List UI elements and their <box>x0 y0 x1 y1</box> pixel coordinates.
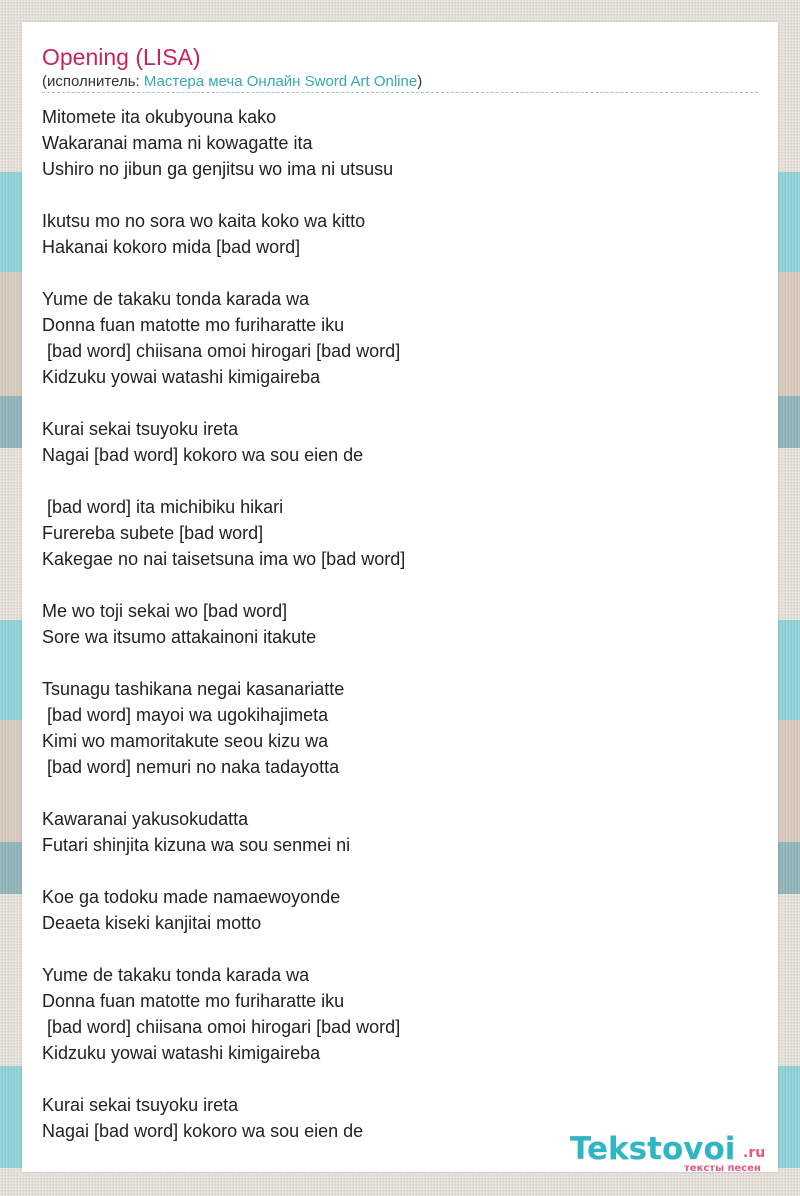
lyric-line: Kimi wo mamoritakute seou kizu wa <box>42 731 329 751</box>
artist-link[interactable]: Мастера меча Онлайн Sword Art Online <box>143 73 418 90</box>
lyric-line: [bad word] chiisana omoi hirogari [bad word] <box>42 1017 401 1037</box>
lyric-line: [bad word] chiisana omoi hirogari [bad word] <box>42 341 401 361</box>
artist-suffix: ) <box>417 73 423 90</box>
lyric-line: Nagai [bad word] kokoro wa sou eien de <box>42 445 364 465</box>
lyric-line: Yume de takaku tonda karada wa <box>42 289 310 309</box>
lyric-line: Me wo toji sekai wo [bad word] <box>42 601 288 621</box>
lyric-line: Futari shinjita kizuna wa sou senmei ni <box>42 835 351 855</box>
lyric-line: Kurai sekai tsuyoku ireta <box>42 419 239 439</box>
lyric-line: Wakaranai mama ni kowagatte ita <box>42 133 313 153</box>
lyric-line: [bad word] nemuri no naka tadayotta <box>42 757 340 777</box>
lyric-line: Donna fuan matotte mo furiharatte iku <box>42 991 345 1011</box>
logo-domain-suffix: .ru <box>743 1145 766 1161</box>
lyric-line: Koe ga todoku made namaewoyonde <box>42 887 341 907</box>
lyric-blank-line <box>42 260 758 286</box>
lyric-line: Kidzuku yowai watashi kimigaireba <box>42 367 321 387</box>
lyric-line: Furereba subete [bad word] <box>42 523 264 543</box>
logo-tagline: тексты песен <box>684 1163 761 1174</box>
lyric-blank-line <box>42 390 758 416</box>
lyric-line: Sore wa itsumo attakainoni itakute <box>42 627 317 647</box>
lyric-blank-line <box>42 572 758 598</box>
lyric-blank-line <box>42 936 758 962</box>
lyric-blank-line <box>42 1066 758 1092</box>
lyric-blank-line <box>42 780 758 806</box>
lyric-blank-line <box>42 650 758 676</box>
artist-line <box>42 73 422 91</box>
lyric-line: Nagai [bad word] kokoro wa sou eien de <box>42 1121 364 1141</box>
lyrics-body <box>42 104 758 1144</box>
lyrics-card <box>22 22 778 1172</box>
lyric-line: [bad word] mayoi wa ugokihajimeta <box>42 705 329 725</box>
lyric-blank-line <box>42 468 758 494</box>
artist-prefix: (исполнитель: <box>42 73 144 90</box>
lyric-line: Kawaranai yakusokudatta <box>42 809 249 829</box>
lyric-line: Kakegae no nai taisetsuna ima wo [bad word] <box>42 549 406 569</box>
lyric-blank-line <box>42 182 758 208</box>
lyric-line: Hakanai kokoro mida [bad word] <box>42 237 301 257</box>
title-divider <box>42 92 758 93</box>
lyric-line: Tsunagu tashikana negai kasanariatte <box>42 679 345 699</box>
logo-wordmark: Tekstovoi <box>570 1131 736 1167</box>
lyric-line: [bad word] ita michibiku hikari <box>42 497 284 517</box>
lyric-blank-line <box>42 858 758 884</box>
lyric-line: Kurai sekai tsuyoku ireta <box>42 1095 239 1115</box>
lyric-line: Deaeta kiseki kanjitai motto <box>42 913 262 933</box>
song-title: Opening (LISA) <box>42 44 201 70</box>
lyric-line: Kidzuku yowai watashi kimigaireba <box>42 1043 321 1063</box>
lyric-line: Mitomete ita okubyouna kako <box>42 107 277 127</box>
lyric-line: Ushiro no jibun ga genjitsu wo ima ni utsusu <box>42 159 394 179</box>
lyric-line: Donna fuan matotte mo furiharatte iku <box>42 315 345 335</box>
lyric-line: Yume de takaku tonda karada wa <box>42 965 310 985</box>
site-logo[interactable] <box>570 1132 776 1176</box>
lyric-line: Ikutsu mo no sora wo kaita koko wa kitto <box>42 211 366 231</box>
